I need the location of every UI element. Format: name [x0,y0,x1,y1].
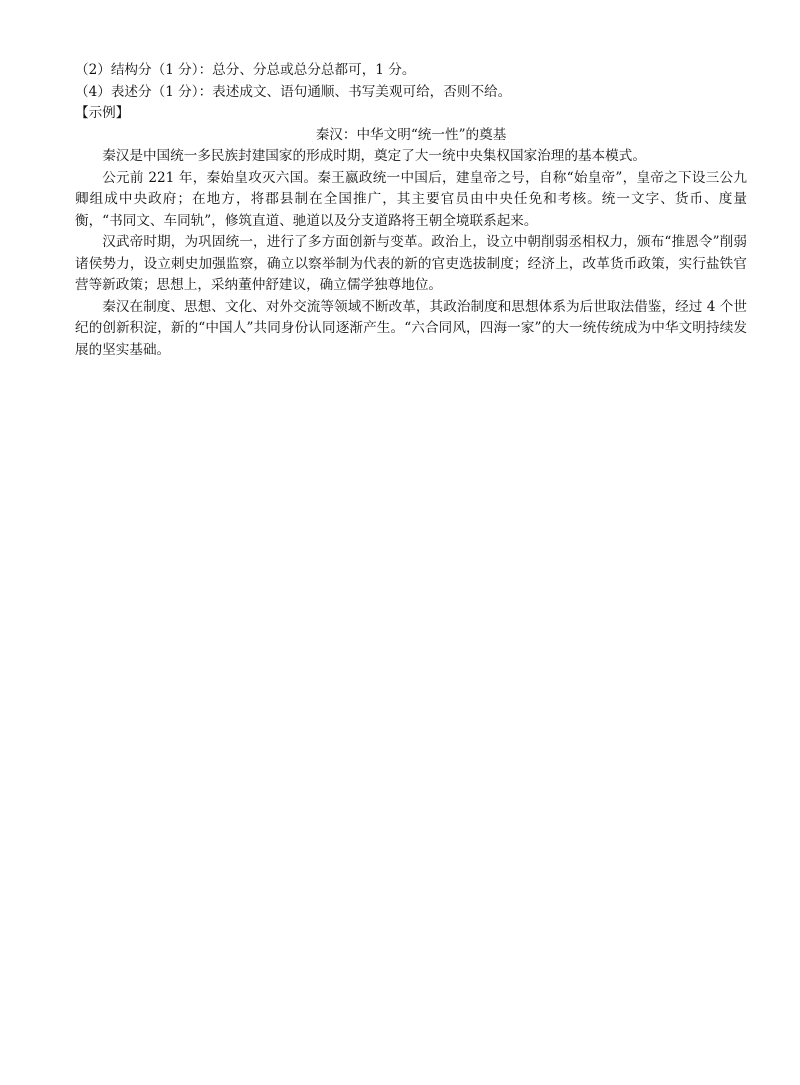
scoring-structure-line: （2）结构分（1 分）：总分、分总或总分总都可，1 分。 [75,62,416,78]
essay-title: 秦汉：中华文明“统一性”的奠基 [315,126,507,143]
essay-paragraph-3: 汉武帝时期，为巩固统一，进行了多方面创新与变革。政治上，设立中朝削弱丞相权力，颁布“推恩令”削弱诸侯势力，设立刺史加强监察，确立以察举制为代表的新的官吏选拔制度；经济上，改革货币政策，实行盐铁官营等新政策；思想上，采纳董仲舒建议，确立儒学独尊地位。 [75,234,747,293]
document-body [75,60,747,361]
scoring-expression-line: （4）表述分（1 分）：表述成文、语句通顺、书写美观可给，否则不给。 [75,83,512,100]
essay-paragraph-2: 公元前 221 年，秦始皇攻灭六国。秦王嬴政统一中国后，建皇帝之号，自称“始皇帝”，皇帝之下设三公九卿组成中央政府；在地方，将郡县制在全国推广，其主要官员由中央任免和考核。统一文字、货币、度量衡，“书同文、车同轨”，修筑直道、驰道以及分支道路将王朝全境联系起来。 [75,169,747,229]
essay-paragraph-4: 秦汉在制度、思想、文化、对外交流等领域不断改革，其政治制度和思想体系为后世取法借鉴，经过 4 个世纪的创新积淀，新的“中国人”共同身份认同逐渐产生。“六合同风，四海一家”的大一统传统成为中华文明持续发展的坚实基础。 [75,298,747,358]
example-label: 【示例】 [75,105,130,121]
essay-paragraph-1: 秦汉是中国统一多民族封建国家的形成时期，奠定了大一统中央集权国家治理的基本模式。 [102,148,646,164]
